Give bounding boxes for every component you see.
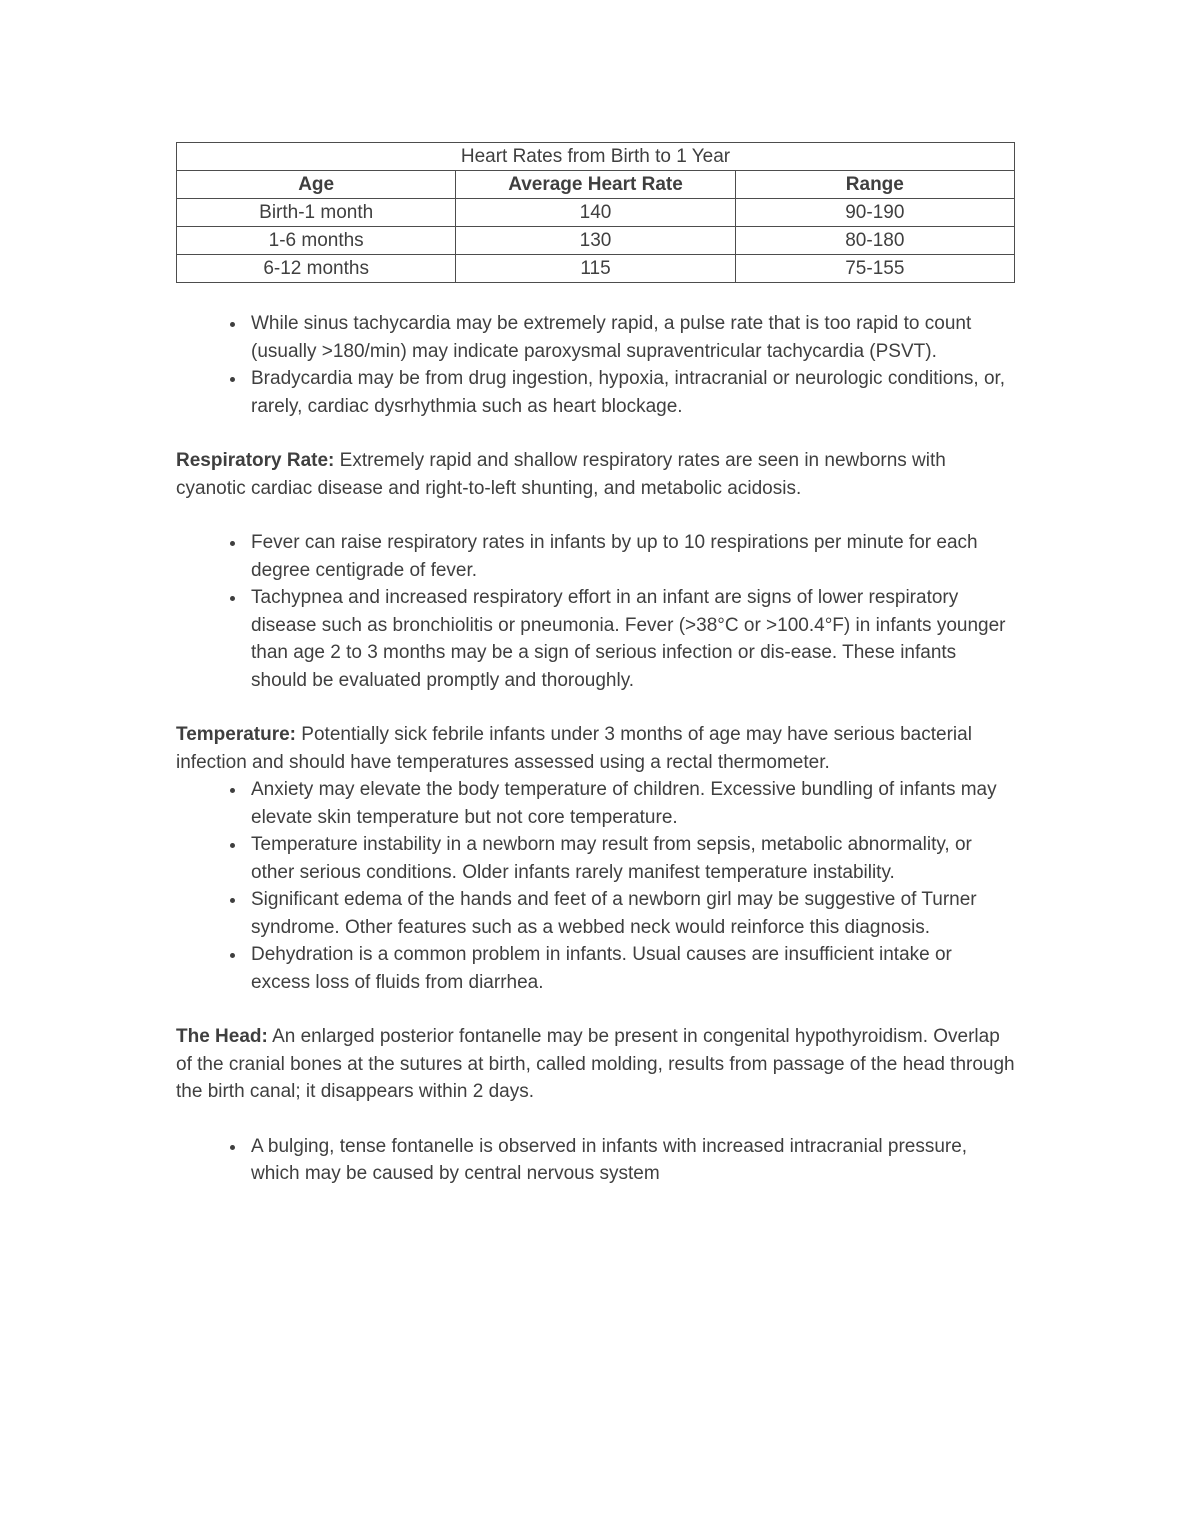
cell-range: 75-155 — [735, 255, 1014, 283]
list-item: • Dehydration is a common problem in infants. Usual causes are insufficient intake or excess loss of fluids from diarrhea. — [247, 941, 1015, 996]
cell-range: 90-190 — [735, 199, 1014, 227]
paragraph-temperature — [176, 721, 1015, 776]
list-item: • Anxiety may elevate the body temperature of children. Excessive bundling of infants may elevate skin temperature but not core temperature. — [247, 776, 1015, 831]
bullet-list-temperature — [176, 776, 1015, 996]
cell-age: Birth-1 month — [177, 199, 456, 227]
list-item: • A bulging, tense fontanelle is observed in infants with increased intracranial pressure, which may be caused by central nervous system — [247, 1133, 1015, 1188]
bullet-list-head — [176, 1133, 1015, 1188]
paragraph-text: An enlarged posterior fontanelle may be present in congenital hypothyroidism. Overlap of the cranial bones at the sutures at birth, called molding, results from passage of the head through the birth canal; it disappears within 2 days. — [176, 1026, 1015, 1102]
cell-age: 6-12 months — [177, 255, 456, 283]
table-header-average-heart-rate: Average Heart Rate — [456, 171, 735, 199]
paragraph-text: Potentially sick febrile infants under 3 months of age may have serious bacterial infection and should have temperatures assessed using a rectal thermometer. — [176, 724, 972, 773]
table-title-row — [177, 143, 1015, 171]
cell-rate: 115 — [456, 255, 735, 283]
list-item: • Fever can raise respiratory rates in infants by up to 10 respirations per minute for each degree centigrade of fever. — [247, 529, 1015, 584]
paragraph-label: The Head: — [176, 1026, 268, 1047]
table-header-age: Age — [177, 171, 456, 199]
table-row — [177, 227, 1015, 255]
heart-rate-table — [176, 142, 1015, 283]
list-item: • Temperature instability in a newborn may result from sepsis, metabolic abnormality, or other serious conditions. Older infants rarely manifest temperature instability. — [247, 831, 1015, 886]
cell-age: 1-6 months — [177, 227, 456, 255]
table-header-range: Range — [735, 171, 1014, 199]
paragraph-respiratory-rate — [176, 447, 1015, 502]
list-item: • Tachypnea and increased respiratory effort in an infant are signs of lower respiratory disease such as bronchiolitis or pneumonia. Fever (>38°C or >100.4°F) in infants younger than age 2 to 3 months may be a sign of serious infection or dis-ease. These infants should be evaluated promptly and thoroughly. — [247, 584, 1015, 694]
table-row — [177, 199, 1015, 227]
list-item: • Significant edema of the hands and feet of a newborn girl may be suggestive of Turner syndrome. Other features such as a webbed neck would reinforce this diagnosis. — [247, 886, 1015, 941]
bullet-list-respiratory — [176, 529, 1015, 694]
paragraph-label: Temperature: — [176, 724, 297, 745]
cell-rate: 140 — [456, 199, 735, 227]
paragraph-label: Respiratory Rate: — [176, 450, 335, 471]
cell-range: 80-180 — [735, 227, 1014, 255]
cell-rate: 130 — [456, 227, 735, 255]
table-row — [177, 255, 1015, 283]
table-title: Heart Rates from Birth to 1 Year — [177, 143, 1015, 171]
list-item: • While sinus tachycardia may be extremely rapid, a pulse rate that is too rapid to count (usually >180/min) may indicate paroxysmal supraventricular tachycardia (PSVT). — [247, 310, 1015, 365]
bullet-list-heart-rate — [176, 310, 1015, 420]
paragraph-text: Extremely rapid and shallow respiratory rates are seen in newborns with cyanotic cardiac disease and right-to-left shunting, and metabolic acidosis. — [176, 450, 946, 499]
table-header-row — [177, 171, 1015, 199]
paragraph-the-head — [176, 1023, 1015, 1106]
list-item: • Bradycardia may be from drug ingestion, hypoxia, intracranial or neurologic conditions, or, rarely, cardiac dysrhythmia such as heart blockage. — [247, 365, 1015, 420]
